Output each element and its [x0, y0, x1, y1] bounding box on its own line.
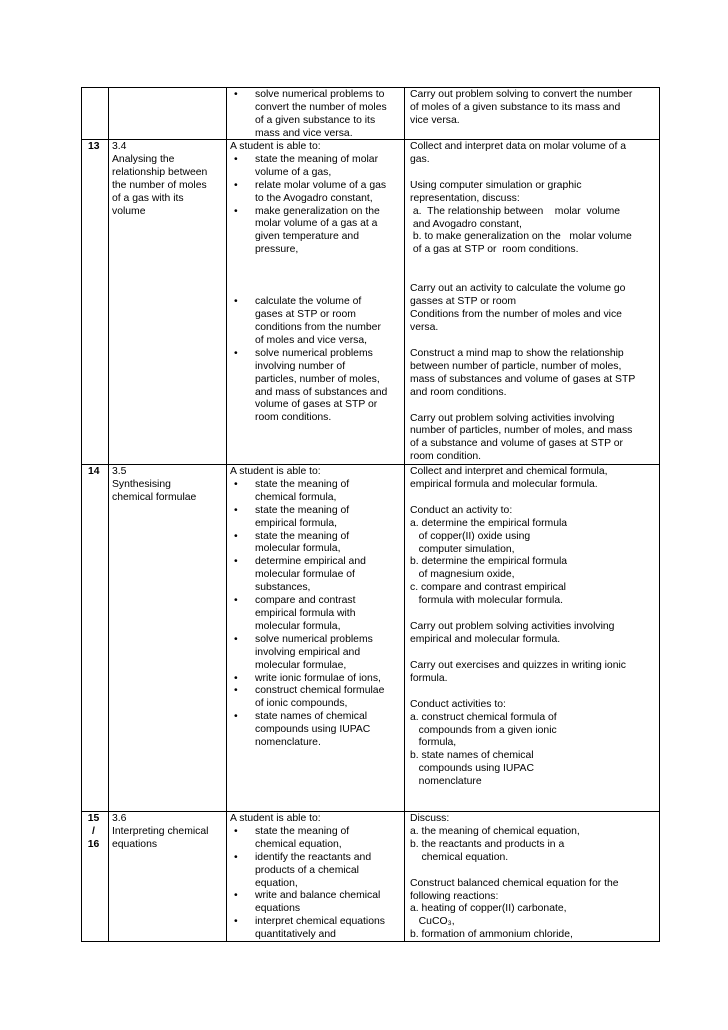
outcome-line: • state the meaning of	[255, 478, 350, 490]
outcome-line: • solve numerical problems	[255, 633, 373, 645]
list-item	[230, 852, 401, 891]
activity-line: b. state names of chemical	[410, 750, 534, 762]
learning-outcomes	[227, 140, 404, 425]
outcome-line: mass and vice versa.	[255, 127, 353, 139]
list-item	[230, 556, 401, 595]
outcome-line: quantitatively and	[255, 929, 336, 941]
activity-line: b. determine the empirical formula	[410, 556, 568, 568]
topic-line: of a gas with its	[112, 192, 184, 204]
outcome-line: convert the number of moles	[255, 101, 387, 113]
outcome-line: involving empirical and	[255, 646, 361, 658]
outcome-line: • determine empirical and	[255, 556, 366, 568]
suggested-activities	[405, 465, 661, 789]
outcome-line: • calculate the volume of	[255, 296, 362, 308]
activity-line: Carry out problem solving to convert the number	[410, 89, 633, 100]
list-item	[230, 916, 401, 942]
activity-line: a. construct chemical formula of	[410, 711, 557, 723]
outcome-line: of moles and vice versa,	[255, 334, 368, 346]
outcome-line: empirical formula,	[255, 517, 337, 529]
activity-line: formula.	[410, 672, 448, 684]
outcome-line: molar volume of a gas at a	[255, 218, 378, 230]
activity-line: empirical formula and molecular formula.	[410, 478, 598, 490]
list-item	[230, 296, 401, 348]
outcome-list	[230, 154, 401, 257]
activity-line: versa.	[410, 321, 439, 333]
outcome-list	[230, 89, 401, 141]
topic-line: chemical formulae	[112, 491, 197, 503]
suggested-activities	[405, 140, 661, 464]
outcome-line: chemical formula,	[255, 491, 337, 503]
learning-area	[109, 88, 226, 89]
topic-line: Analysing the	[112, 153, 175, 165]
outcome-line: • identify the reactants and	[255, 851, 372, 863]
activity-line: Conduct activities to:	[410, 698, 506, 710]
activity-line: a. heating of copper(II) carbonate,	[410, 903, 567, 915]
topic-line: equations	[112, 838, 158, 850]
activity-line: Discuss:	[410, 813, 450, 824]
outcome-line: molecular formulae,	[255, 659, 347, 671]
outcome-line: • state the meaning of molar	[255, 153, 379, 165]
activity-line: a. determine the empirical formula	[410, 517, 568, 529]
activity-line: between number of particle, number of moles,	[410, 360, 622, 372]
outcome-line: • make generalization on the	[255, 205, 380, 217]
learning-area	[109, 140, 226, 218]
table-row	[82, 140, 659, 465]
activity-line: a. the meaning of chemical equation,	[410, 825, 580, 837]
activity-line: Construct a mind map to show the relationship	[410, 347, 624, 359]
outcome-line: equation,	[255, 877, 298, 889]
activity-line: of magnesium oxide,	[410, 569, 515, 581]
activity-line: compounds using IUPAC	[410, 763, 534, 775]
activity-line: nomenclature	[410, 776, 482, 788]
activity-line: computer simulation,	[410, 543, 515, 555]
list-item	[230, 89, 401, 141]
activity-line: following reactions:	[410, 890, 499, 902]
topic-line: volume	[112, 205, 146, 217]
activity-line: number of particles, number of moles, and mass	[410, 425, 633, 437]
outcome-line: chemical equation,	[255, 838, 342, 850]
outcomes-intro: A student is able to:	[230, 141, 321, 152]
activity-line: formula with molecular formula.	[410, 595, 564, 607]
outcome-line: • solve numerical problems	[255, 347, 373, 359]
list-item	[230, 711, 401, 750]
outcome-line: • state names of chemical	[255, 711, 368, 723]
outcome-line: conditions from the number	[255, 321, 381, 333]
list-item	[230, 348, 401, 425]
activity-line: b. the reactants and products in a	[410, 838, 565, 850]
activity-line: Collect and interpret and chemical formula,	[410, 466, 608, 477]
activity-line: chemical equation.	[410, 851, 509, 863]
suggested-activities	[405, 88, 661, 128]
list-item	[230, 206, 401, 258]
activity-line: c. compare and contrast empirical	[410, 582, 566, 594]
list-item	[230, 673, 401, 686]
outcome-line: products of a chemical	[255, 864, 359, 876]
week-number: 15 / 16	[87, 813, 100, 850]
activity-line: Using computer simulation or graphic	[410, 179, 582, 191]
activity-line: mass of substances and volume of gases at STP	[410, 373, 636, 385]
outcome-list	[230, 296, 401, 425]
activity-line: and room conditions.	[410, 386, 507, 398]
outcome-line: volume of a gas,	[255, 166, 332, 178]
week-number	[82, 88, 108, 89]
learning-outcomes	[227, 88, 404, 141]
outcome-line: • state the meaning of	[255, 504, 350, 516]
outcome-line: gases at STP or room	[255, 309, 356, 321]
activity-line: Carry out exercises and quizzes in writing ionic	[410, 659, 626, 671]
learning-outcomes	[227, 465, 404, 750]
list-item	[230, 685, 401, 711]
outcome-line: volume of gases at STP or	[255, 399, 378, 411]
activity-line: Conditions from the number of moles and vice	[410, 309, 622, 321]
activity-line: of a substance and volume of gases at STP or	[410, 438, 623, 450]
outcome-line: compounds using IUPAC	[255, 724, 371, 736]
table-row	[82, 812, 659, 941]
activity-line: a. The relationship between molar volume	[410, 205, 621, 217]
activity-line: compounds from a given ionic	[410, 724, 557, 736]
outcome-line: molecular formulae of	[255, 569, 355, 581]
outcome-line: molecular formula,	[255, 543, 341, 555]
list-item	[230, 890, 401, 916]
table-row	[82, 88, 659, 140]
activity-line: gasses at STP or room	[410, 296, 517, 308]
outcome-list	[230, 479, 401, 750]
list-item	[230, 479, 401, 505]
outcome-list	[230, 826, 401, 942]
activity-line: Conduct an activity to:	[410, 504, 513, 516]
activity-line: Carry out problem solving activities involving	[410, 412, 615, 424]
outcome-line: • interpret chemical equations	[255, 916, 385, 928]
outcome-line: • compare and contrast	[255, 595, 356, 607]
outcome-line: pressure,	[255, 244, 299, 256]
curriculum-table	[81, 87, 660, 942]
activity-line: Carry out an activity to calculate the volume go	[410, 283, 626, 295]
outcome-line: • construct chemical formulae	[255, 685, 385, 697]
outcomes-intro: A student is able to:	[230, 813, 321, 824]
activity-line: and Avogadro constant,	[410, 218, 522, 230]
outcome-line: and mass of substances and	[255, 386, 388, 398]
list-item	[230, 505, 401, 531]
outcome-line: • state the meaning of	[255, 825, 350, 837]
outcome-line: of a given substance to its	[255, 114, 376, 126]
outcome-line: • write ionic formulae of ions,	[255, 672, 381, 684]
activity-line: Carry out problem solving activities involving	[410, 621, 615, 633]
activity-line: b. to make generalization on the molar volume	[410, 231, 632, 243]
outcome-line: empirical formula with	[255, 607, 356, 619]
outcomes-intro: A student is able to:	[230, 466, 321, 477]
topic-line: 3.5	[112, 466, 127, 477]
learning-area	[109, 465, 226, 505]
activity-line: of copper(II) oxide using	[410, 530, 531, 542]
outcome-line: substances,	[255, 582, 311, 594]
list-item	[230, 595, 401, 634]
table-row	[82, 465, 659, 812]
outcome-line: of ionic compounds,	[255, 698, 348, 710]
activity-line: of moles of a given substance to its mass and	[410, 101, 621, 113]
topic-line: Interpreting chemical	[112, 825, 209, 837]
learning-area	[109, 812, 226, 852]
activity-line: empirical and molecular formula.	[410, 633, 561, 645]
topic-line: relationship between	[112, 166, 208, 178]
activity-line: CuCO₃,	[410, 916, 455, 928]
list-item	[230, 826, 401, 852]
week-number: 14	[88, 466, 100, 477]
outcome-line: molecular formula,	[255, 620, 341, 632]
topic-line: Synthesising	[112, 478, 171, 490]
topic-line: 3.4	[112, 141, 127, 152]
outcome-line: • state the meaning of	[255, 530, 350, 542]
outcome-line: particles, number of moles,	[255, 373, 380, 385]
activity-line: b. formation of ammonium chloride,	[410, 929, 573, 941]
suggested-activities	[405, 812, 661, 942]
activity-line: Construct balanced chemical equation for the	[410, 877, 619, 889]
outcome-line: room conditions.	[255, 412, 332, 424]
outcome-line: • relate molar volume of a gas	[255, 179, 387, 191]
activity-line: formula,	[410, 737, 457, 749]
activity-line: gas.	[410, 153, 430, 165]
topic-line: 3.6	[112, 813, 127, 824]
list-item	[230, 634, 401, 673]
list-item	[230, 531, 401, 557]
outcome-line: to the Avogadro constant,	[255, 192, 373, 204]
week-number: 13	[88, 141, 100, 152]
activity-line: of a gas at STP or room conditions.	[410, 244, 579, 256]
outcome-line: • write and balance chemical	[255, 890, 381, 902]
outcome-line: • solve numerical problems to	[255, 89, 385, 100]
topic-line: the number of moles	[112, 179, 207, 191]
outcome-line: equations	[255, 903, 301, 915]
activity-line: Collect and interpret data on molar volume of a	[410, 141, 627, 152]
outcome-line: involving number of	[255, 360, 346, 372]
list-item	[230, 180, 401, 206]
activity-line: room condition.	[410, 451, 482, 463]
outcome-line: given temperature and	[255, 231, 359, 243]
list-item	[230, 154, 401, 180]
activity-line: representation, discuss:	[410, 192, 520, 204]
learning-outcomes	[227, 812, 404, 942]
outcome-line: nomenclature.	[255, 737, 321, 749]
activity-line: vice versa.	[410, 114, 460, 126]
